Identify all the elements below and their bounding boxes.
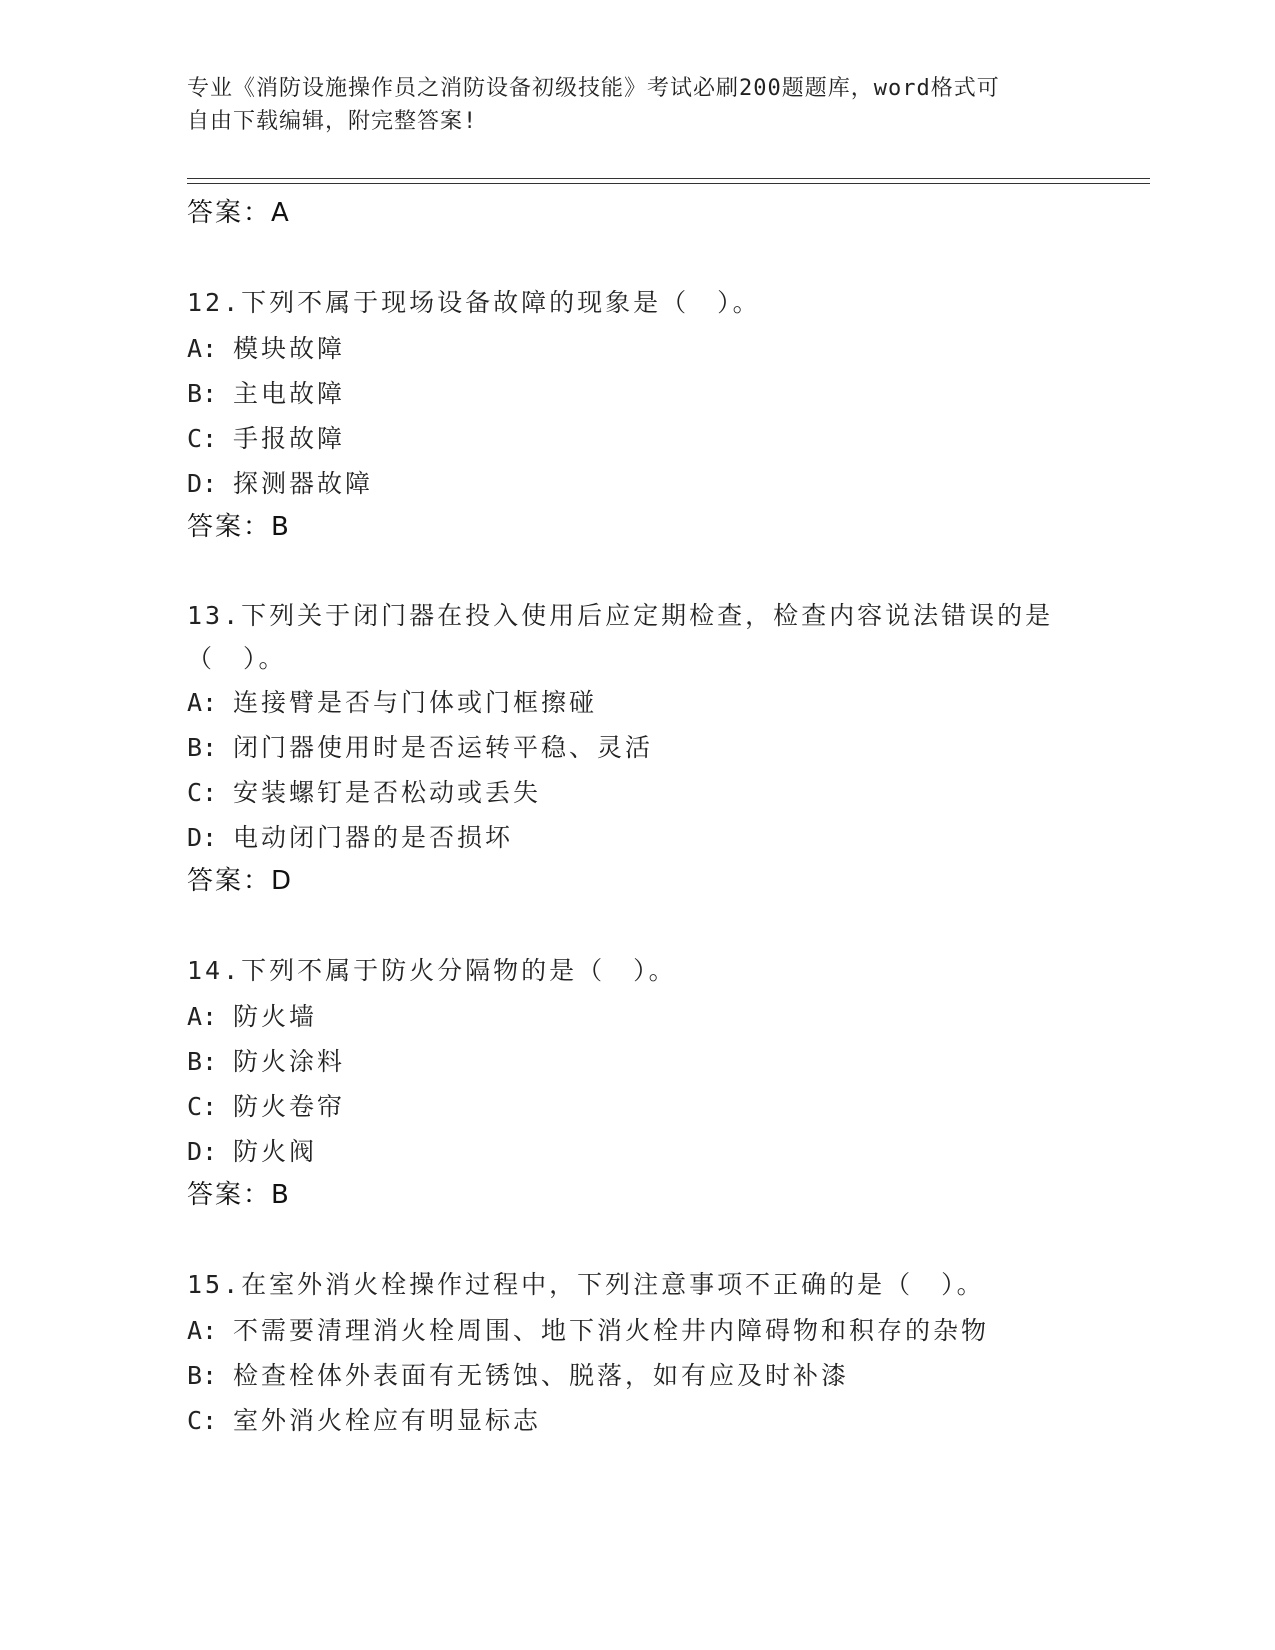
document-header bbox=[187, 72, 1087, 138]
option-text: 不需要清理消火栓周围、地下消火栓井内障碍物和积存的杂物 bbox=[233, 1316, 990, 1345]
option-text: 主电故障 bbox=[233, 379, 346, 408]
option-text: 防火涂料 bbox=[233, 1047, 346, 1076]
option-item bbox=[187, 416, 1150, 461]
option-letter: D: bbox=[187, 1137, 218, 1166]
option-text: 闭门器使用时是否运转平稳、灵活 bbox=[233, 733, 654, 762]
option-text: 检查栓体外表面有无锈蚀、脱落，如有应及时补漆 bbox=[233, 1361, 850, 1390]
option-letter: B: bbox=[187, 379, 218, 408]
spacer bbox=[187, 902, 1150, 948]
answer-value: B bbox=[271, 512, 289, 542]
header-line-1: 专业《消防设施操作员之消防设备初级技能》考试必刷200题题库，word格式可 bbox=[187, 76, 1000, 101]
question-block bbox=[187, 1262, 1150, 1443]
option-text: 安装螺钉是否松动或丢失 bbox=[233, 778, 542, 807]
option-letter: A: bbox=[187, 334, 218, 363]
option-item bbox=[187, 1398, 1150, 1443]
option-item bbox=[187, 461, 1150, 506]
option-letter: C: bbox=[187, 778, 218, 807]
option-text: 模块故障 bbox=[233, 334, 346, 363]
option-letter: B: bbox=[187, 1047, 218, 1076]
question-block bbox=[187, 948, 1150, 1216]
question-list bbox=[187, 192, 1150, 1443]
header-rule-bottom bbox=[187, 183, 1150, 184]
option-item bbox=[187, 1308, 1150, 1353]
question-block bbox=[187, 280, 1150, 548]
answer-value: B bbox=[271, 1180, 289, 1210]
option-letter: B: bbox=[187, 1361, 218, 1390]
question-text: 13.下列关于闭门器在投入使用后应定期检查，检查内容说法错误的是（ ）。 bbox=[187, 601, 1054, 673]
answer-value: D bbox=[271, 866, 292, 896]
answer-line bbox=[187, 1174, 1150, 1216]
option-text: 防火墙 bbox=[233, 1002, 318, 1031]
header-line-2: 自由下载编辑，附完整答案! bbox=[187, 109, 478, 134]
answer-line bbox=[187, 506, 1150, 548]
option-item bbox=[187, 770, 1150, 815]
option-item bbox=[187, 371, 1150, 416]
answer-label: 答案： bbox=[187, 866, 272, 896]
option-letter: C: bbox=[187, 1092, 218, 1121]
answer-label: 答案： bbox=[187, 512, 272, 542]
option-text: 防火卷帘 bbox=[233, 1092, 346, 1121]
spacer bbox=[187, 548, 1150, 594]
answer-line bbox=[187, 860, 1150, 902]
question-text: 12.下列不属于现场设备故障的现象是（ ）。 bbox=[187, 288, 761, 317]
option-text: 连接臂是否与门体或门框擦碰 bbox=[233, 688, 598, 717]
option-item bbox=[187, 1084, 1150, 1129]
answer-label: 答案： bbox=[187, 1180, 272, 1210]
option-item bbox=[187, 994, 1150, 1039]
answer-label: 答案： bbox=[187, 198, 272, 228]
option-item bbox=[187, 815, 1150, 860]
option-letter: A: bbox=[187, 1316, 218, 1345]
option-text: 室外消火栓应有明显标志 bbox=[233, 1406, 542, 1435]
option-letter: C: bbox=[187, 1406, 218, 1435]
question-text: 15.在室外消火栓操作过程中，下列注意事项不正确的是（ ）。 bbox=[187, 1270, 985, 1299]
option-item bbox=[187, 1129, 1150, 1174]
option-text: 防火阀 bbox=[233, 1137, 318, 1166]
answer-line bbox=[187, 192, 1150, 234]
option-text: 探测器故障 bbox=[233, 469, 374, 498]
option-letter: C: bbox=[187, 424, 218, 453]
question-block bbox=[187, 594, 1150, 902]
option-letter: D: bbox=[187, 469, 218, 498]
option-text: 手报故障 bbox=[233, 424, 346, 453]
option-item bbox=[187, 1039, 1150, 1084]
option-item bbox=[187, 725, 1150, 770]
spacer bbox=[187, 234, 1150, 280]
option-letter: A: bbox=[187, 1002, 218, 1031]
option-text: 电动闭门器的是否损坏 bbox=[233, 823, 514, 852]
header-rule-top bbox=[187, 178, 1150, 179]
option-item bbox=[187, 680, 1150, 725]
option-item bbox=[187, 326, 1150, 371]
option-item bbox=[187, 1353, 1150, 1398]
question-text: 14.下列不属于防火分隔物的是（ ）。 bbox=[187, 956, 677, 985]
spacer bbox=[187, 1216, 1150, 1262]
option-letter: D: bbox=[187, 823, 218, 852]
option-letter: A: bbox=[187, 688, 218, 717]
option-letter: B: bbox=[187, 733, 218, 762]
answer-value: A bbox=[271, 198, 289, 228]
